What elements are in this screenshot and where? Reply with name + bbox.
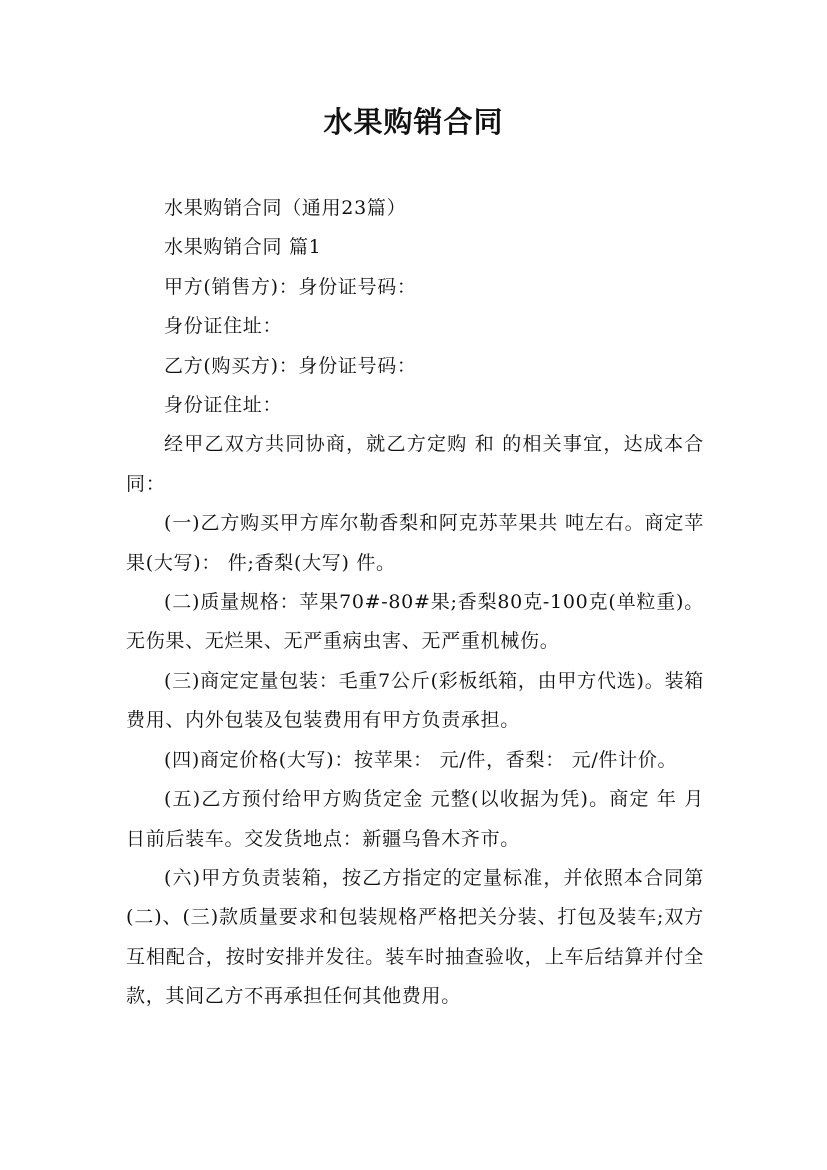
party-a-line: 甲方(销售方)：身份证号码： [164, 275, 417, 298]
section-heading: 水果购销合同 篇1 [164, 236, 322, 259]
party-b-address-line: 身份证住址： [164, 394, 283, 417]
party-a-address-line: 身份证住址： [164, 315, 283, 338]
document-title: 水果购销合同 [323, 105, 504, 139]
clause-1: (一)乙方购买甲方库尔勒香梨和阿克苏苹果共 吨左右。商定苹果(大写)： 件;香梨(大写) 件。 [126, 512, 704, 574]
clause-2: (二)质量规格：苹果70#-80#果;香梨80克-100克(单粒重)。无伤果、无烂果、无严重病虫害、无严重机械伤。 [126, 591, 704, 653]
clause-3: (三)商定定量包装：毛重7公斤(彩板纸箱，由甲方代选)。装箱费用、内外包装及包装费用有甲方负责承担。 [126, 669, 704, 732]
clause-6: (六)甲方负责装箱，按乙方指定的定量标准，并依照本合同第(二)、(三)款质量要求和包装规格严格把关分装、打包及装车;双方互相配合，按时安排并发往。装车时抽查验收，上车后结算并付全款，其间乙方不再承担任何其他费用。 [126, 866, 704, 1008]
clause-4: (四)商定价格(大写)：按苹果： 元/件，香梨： 元/件计价。 [164, 748, 678, 771]
clause-5: (五)乙方预付给甲方购货定金 元整(以收据为凭)。商定 年 月 日前后装车。交发货地点：新疆乌鲁木齐市。 [126, 788, 704, 850]
document-body [126, 189, 704, 1017]
intro-paragraph: 经甲乙双方共同协商，就乙方定购 和 的相关事宜，达成本合同： [126, 433, 704, 495]
subtitle-paragraph: 水果购销合同（通用23篇） [164, 197, 407, 219]
party-b-line: 乙方(购买方)：身份证号码： [164, 354, 417, 377]
